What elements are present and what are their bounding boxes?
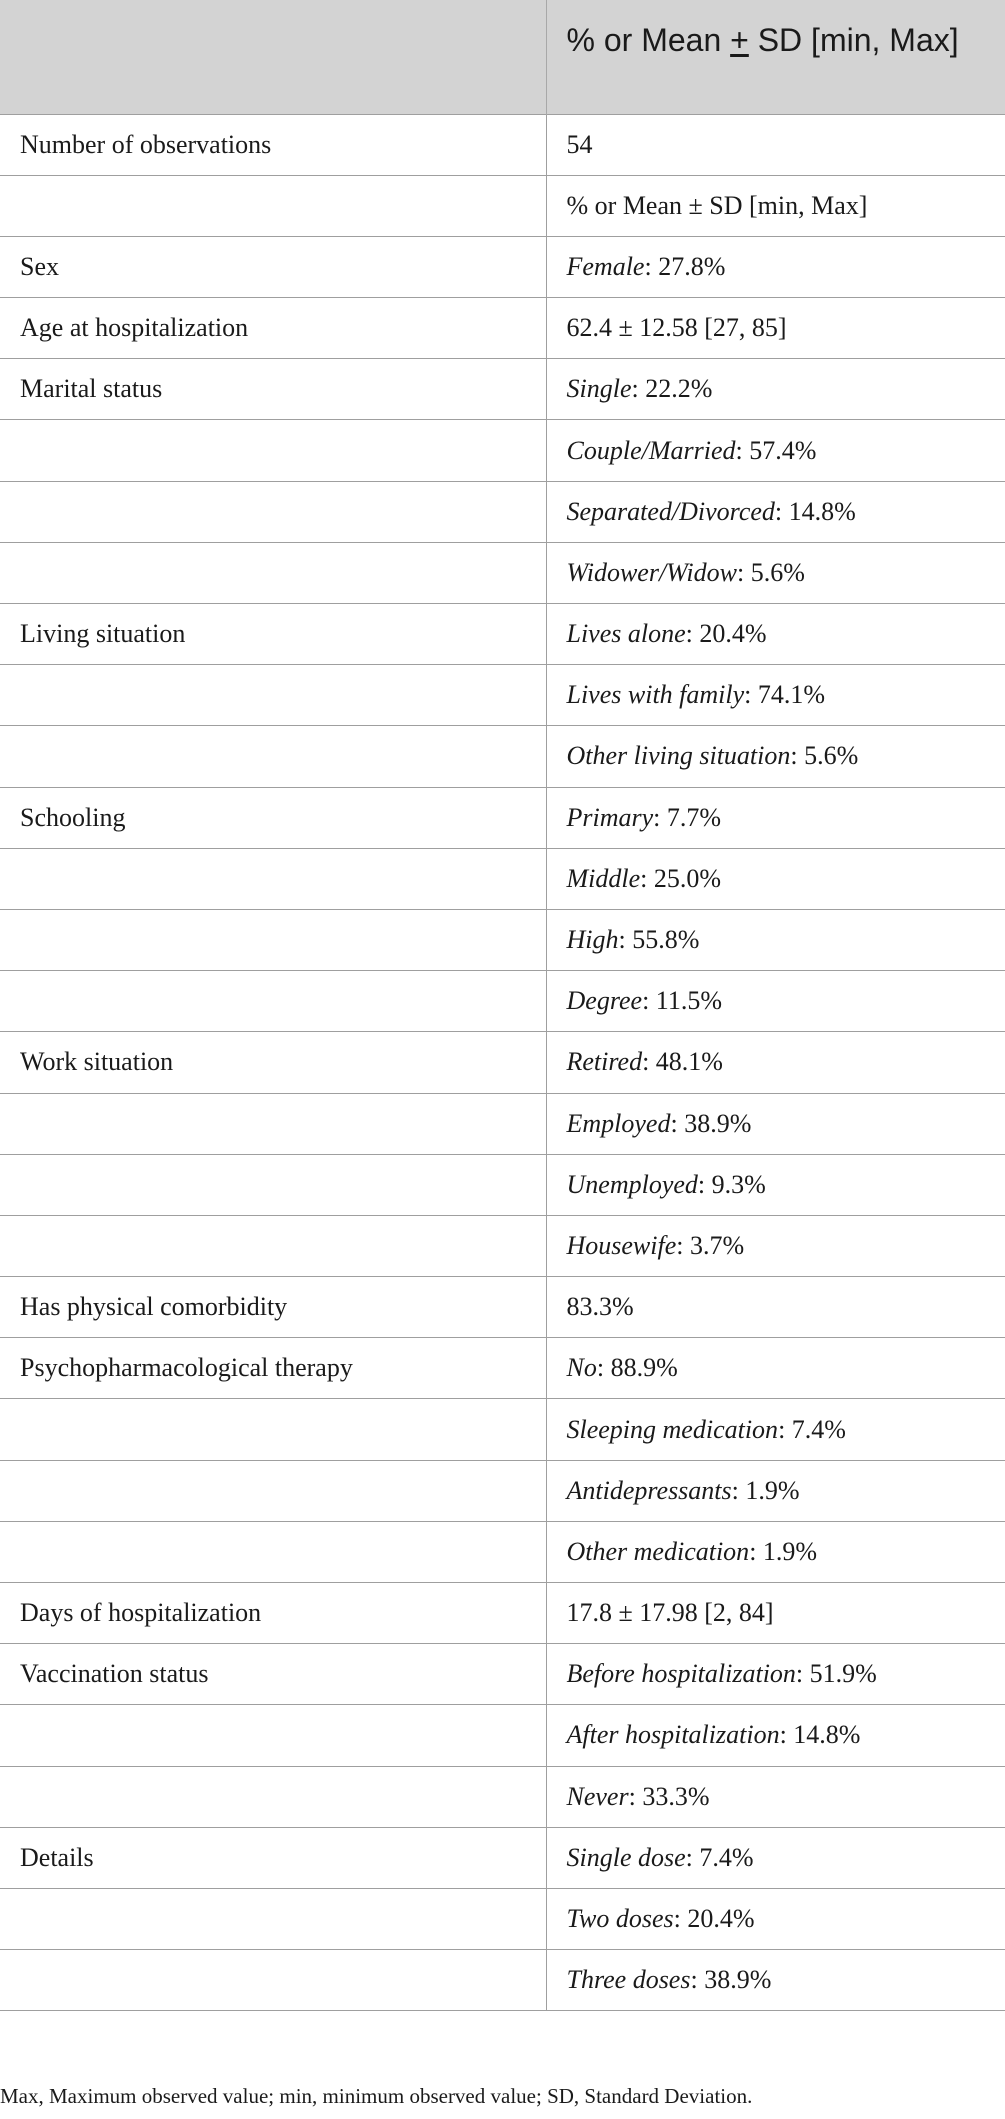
row-value-cell [546, 604, 1005, 665]
row-label [0, 1766, 546, 1827]
row-label [0, 665, 546, 726]
row-label: Age at hospitalization [0, 298, 546, 359]
row-value: : 7.4% [778, 1414, 846, 1444]
row-value-cell [546, 1399, 1005, 1460]
category-name: Degree [566, 986, 643, 1016]
row-value-cell [546, 1460, 1005, 1521]
category-name: Sleeping medication [566, 1414, 779, 1444]
row-value-cell [546, 481, 1005, 542]
row-value: 83.3% [566, 1292, 634, 1322]
row-label: Days of hospitalization [0, 1583, 546, 1644]
category-name: No [566, 1353, 597, 1383]
row-value: % or Mean ± SD [min, Max] [566, 190, 868, 220]
row-value: : 1.9% [749, 1536, 818, 1566]
header-row [0, 0, 1005, 114]
row-value-cell [546, 1154, 1005, 1215]
table-row [0, 665, 1005, 726]
row-value: : 25.0% [640, 863, 722, 893]
row-value-cell [546, 1032, 1005, 1093]
category-name: Before hospitalization [566, 1659, 796, 1689]
table-row [0, 1644, 1005, 1705]
row-label: Marital status [0, 359, 546, 420]
row-label: Psychopharmacological therapy [0, 1338, 546, 1399]
table-row [0, 359, 1005, 420]
category-name: Antidepressants [566, 1475, 732, 1505]
row-value-cell [546, 1338, 1005, 1399]
row-value: : 9.3% [697, 1169, 766, 1199]
table-row [0, 909, 1005, 970]
table-row [0, 481, 1005, 542]
table-row [0, 1766, 1005, 1827]
row-value: : 22.2% [631, 374, 713, 404]
table-row [0, 420, 1005, 481]
header-cell-variable [0, 0, 546, 114]
table-row [0, 1093, 1005, 1154]
header-plus-minus: + [730, 22, 749, 58]
table-row [0, 1521, 1005, 1582]
row-value: : 7.7% [653, 802, 722, 832]
row-value: : 38.9% [690, 1965, 772, 1995]
row-label [0, 1154, 546, 1215]
category-name: Housewife [566, 1230, 677, 1260]
table-row [0, 604, 1005, 665]
category-name: Two doses [566, 1904, 674, 1934]
row-value-cell [546, 1705, 1005, 1766]
row-label: Vaccination status [0, 1644, 546, 1705]
row-label [0, 1093, 546, 1154]
row-value-cell [546, 848, 1005, 909]
category-name: Employed [566, 1108, 671, 1138]
table-row [0, 1338, 1005, 1399]
category-name: Middle [566, 863, 641, 893]
table-row [0, 1215, 1005, 1276]
header-cell-statistic [546, 0, 1005, 114]
row-value-cell [546, 971, 1005, 1032]
row-value: : 1.9% [731, 1475, 800, 1505]
category-name: Separated/Divorced [566, 496, 775, 526]
row-label [0, 420, 546, 481]
row-label: Schooling [0, 787, 546, 848]
row-label [0, 542, 546, 603]
category-name: Primary [566, 802, 654, 832]
row-label: Sex [0, 236, 546, 297]
row-value-cell [546, 1521, 1005, 1582]
table-row [0, 175, 1005, 236]
row-label: Details [0, 1827, 546, 1888]
table-row [0, 971, 1005, 1032]
row-value-cell [546, 1093, 1005, 1154]
row-value: 17.8 ± 17.98 [2, 84] [566, 1598, 774, 1628]
category-name: Single dose [566, 1842, 686, 1872]
row-value-cell [546, 298, 1005, 359]
row-value-cell [546, 1644, 1005, 1705]
table-row [0, 1032, 1005, 1093]
row-value-cell [546, 787, 1005, 848]
row-value: : 3.7% [676, 1230, 745, 1260]
row-value: : 20.4% [685, 619, 767, 649]
table-row [0, 542, 1005, 603]
row-value: : 74.1% [744, 680, 826, 710]
category-name: Lives with family [566, 680, 745, 710]
row-label [0, 726, 546, 787]
row-value-cell [546, 1583, 1005, 1644]
table-row [0, 1950, 1005, 2011]
header-suffix: SD [min, Max] [748, 22, 959, 58]
row-value: : 57.4% [735, 435, 817, 465]
table-row [0, 1399, 1005, 1460]
row-value-cell [546, 665, 1005, 726]
row-label: Has physical comorbidity [0, 1277, 546, 1338]
row-value: : 48.1% [642, 1047, 723, 1077]
row-label [0, 1460, 546, 1521]
row-value: : 38.9% [670, 1108, 752, 1138]
row-value: : 14.8% [774, 496, 856, 526]
row-value-cell [546, 359, 1005, 420]
row-label: Work situation [0, 1032, 546, 1093]
row-label [0, 175, 546, 236]
row-value-cell [546, 1277, 1005, 1338]
table-row [0, 1277, 1005, 1338]
table-row [0, 114, 1005, 175]
category-name: Other living situation [566, 741, 791, 771]
row-value-cell [546, 909, 1005, 970]
row-label [0, 1705, 546, 1766]
category-name: Couple/Married [566, 435, 736, 465]
row-value-cell [546, 1766, 1005, 1827]
row-value: : 7.4% [685, 1842, 754, 1872]
category-name: Unemployed [566, 1169, 698, 1199]
category-name: Three doses [566, 1965, 691, 1995]
row-label [0, 1399, 546, 1460]
row-value-cell [546, 236, 1005, 297]
row-value-cell [546, 175, 1005, 236]
category-name: Lives alone [566, 619, 686, 649]
table-row [0, 1583, 1005, 1644]
row-label [0, 1215, 546, 1276]
row-label [0, 1950, 546, 2011]
table-row [0, 1154, 1005, 1215]
row-value: 62.4 ± 12.58 [27, 85] [566, 313, 787, 343]
row-value-cell [546, 542, 1005, 603]
category-name: Widower/Widow [566, 557, 737, 587]
table-footnote: Max, Maximum observed value; min, minimum observed value; SD, Standard Deviation. [0, 2084, 753, 2108]
row-label: Number of observations [0, 114, 546, 175]
table-row [0, 1827, 1005, 1888]
table-row [0, 787, 1005, 848]
row-value: : 55.8% [618, 925, 700, 955]
row-value: : 88.9% [596, 1353, 678, 1383]
category-name: Retired [566, 1047, 643, 1077]
category-name: After hospitalization [566, 1720, 780, 1750]
row-value: : 27.8% [644, 251, 726, 281]
table-row [0, 298, 1005, 359]
row-value: : 11.5% [642, 986, 722, 1016]
category-name: Other medication [566, 1536, 750, 1566]
row-value-cell [546, 114, 1005, 175]
row-label: Living situation [0, 604, 546, 665]
row-value-cell [546, 1827, 1005, 1888]
row-value: : 33.3% [628, 1781, 710, 1811]
table-body [0, 114, 1005, 2011]
table-row [0, 1888, 1005, 1949]
row-value: : 14.8% [779, 1720, 861, 1750]
category-name: Female [566, 251, 645, 281]
row-value: : 5.6% [790, 741, 859, 771]
table-row [0, 848, 1005, 909]
table-row [0, 1460, 1005, 1521]
header-prefix: % or Mean [566, 22, 731, 58]
table-row [0, 1705, 1005, 1766]
category-name: Never [566, 1781, 629, 1811]
row-label [0, 909, 546, 970]
row-label [0, 971, 546, 1032]
row-value-cell [546, 420, 1005, 481]
row-value: : 51.9% [795, 1659, 877, 1689]
category-name: High [566, 925, 619, 955]
row-label [0, 481, 546, 542]
category-name: Single [566, 374, 632, 404]
row-value-cell [546, 1950, 1005, 2011]
row-value-cell [546, 1888, 1005, 1949]
row-value: : 20.4% [673, 1904, 755, 1934]
row-value-cell [546, 726, 1005, 787]
table-row [0, 236, 1005, 297]
table-row [0, 726, 1005, 787]
row-label [0, 1888, 546, 1949]
row-label [0, 1521, 546, 1582]
row-value-cell [546, 1215, 1005, 1276]
row-value: : 5.6% [736, 557, 805, 587]
row-label [0, 848, 546, 909]
table-header [0, 0, 1005, 114]
row-value: 54 [566, 129, 593, 159]
